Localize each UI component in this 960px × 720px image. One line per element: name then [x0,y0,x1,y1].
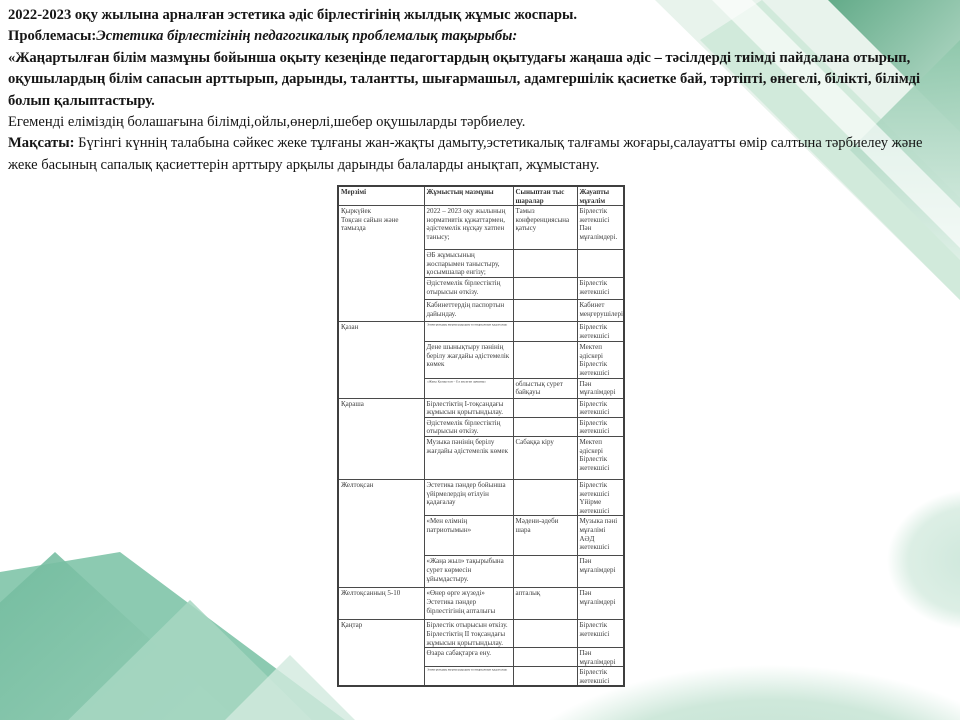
cell-month-september [338,206,424,322]
col-header-responsible: Жауапты мұғалім [577,186,624,206]
cell-event [513,300,577,322]
cell-responsible: Кабинет меңгерушілері [577,300,624,322]
cell-month-december [338,479,424,587]
cell-month-december-5-10 [338,588,424,620]
cell-event [513,322,577,342]
cell-event [513,479,577,515]
cell-content: Бірлестіктің I-тоқсандағы жұмысын қорытындылау. [424,398,513,417]
cell-event [513,250,577,278]
month-name: Желтоқсанның 5-10 [341,589,401,598]
tiny-note: «Жаңа Қазақстан – Ел аңсаған арманы» [426,379,486,384]
cell-content: «Мен елімнің патриотымын» [424,516,513,556]
cell-responsible: Музыка пәні мұғалімі АӘД жетекшісі [577,516,624,556]
table-row [338,588,624,620]
cell-responsible: Пән мұғалімдері [577,588,624,620]
cell-event [513,342,577,378]
table-row [338,206,624,250]
cell-responsible: Пән мұғалімдері [577,378,624,398]
cell-event [513,398,577,417]
cell-responsible: Бірлестік жетекшісі [577,417,624,436]
cell-event: Мәдени-әдеби шара [513,516,577,556]
plan-table [337,185,625,687]
cell-content: «Жаңа жыл» тақырыбына сурет көрмесін ұйымдастыру. [424,556,513,588]
cell-month-october [338,322,424,398]
cell-content: Әдістемелік бірлестіктің отырысын өткізу. [424,278,513,300]
cell-event: облыстық сурет байқауы [513,378,577,398]
cell-responsible: Бірлестік жетекшісі [577,667,624,687]
cell-responsible: Бірлестік жетекшісі [577,398,624,417]
cell-content: ӘБ жұмысының жоспарымен таныстыру, қосымшалар енгізу; [424,250,513,278]
cell-content: Өзара сабақтарға ену. [424,648,513,667]
cell-month-november [338,398,424,479]
cell-responsible: Бірлестік жетекшісі [577,620,624,648]
paragraph-sovereign-country: Егеменді еліміздің болашағына білімді,ойлы,өнерлі,шебер оқушыларды тәрбиелеу. [8,114,526,131]
cell-responsible: Мектеп әдіскері Бірлестік жетекшісі [577,436,624,479]
cell-content: «Өнер өрге жүзеді» Эстетика пәндер бірлестігінің апталығы [424,588,513,620]
col-header-extracurricular: Сыныптан тыс шаралар [513,186,577,206]
goal-text: Бүгінгі күннің талабына сәйкес жеке тұлғаны жан-жақты дамыту,эстетикалық талғамы жоғары,салауатты өмір салтына тәрбиелеу және жеке басының сапалық қасиеттерін арттыру арқылы дарынды балаларды анықтап, жұмыстану. [8,135,923,173]
tiny-note: Электрондық журналдардың толтырылуын қадағалау; [426,668,507,672]
problem-text: Эстетика бірлестігінің педагогикалық проблемалық тақырыбы: [96,28,518,45]
cell-responsible: Пән мұғалімдері [577,556,624,588]
table-row [338,620,624,648]
problem-label: Проблемасы: [8,28,97,45]
cell-content: Эстетика пәндер бойынша үйірмелердің өтілуін қадағалау [424,479,513,515]
month-note: Тоқсан сайын және тамызда [341,215,399,233]
cell-content: 2022 – 2023 оқу жылының нормативтік құжаттармен, әдістемелік нұсқау хатпен танысу; [424,206,513,250]
cell-event: апталық [513,588,577,620]
month-name: Қараша [341,399,364,408]
cell-content: Дене шынықтыру пәнінің берілу жағдайы әдістемелік көмек [424,342,513,378]
cell-responsible: Бірлестік жетекшісі [577,278,624,300]
cell-month-january [338,620,424,687]
cell-content: Бірлестік отырысын өткізу. Бірлестіктің II тоқсандағы жұмысын қорытындылау. [424,620,513,648]
problem-line [8,26,954,47]
cell-content: Кабинеттердің паспортын дайындау. [424,300,513,322]
cell-responsible: Бірлестік жетекшісі Пән мұғалімдері. [577,206,624,250]
cell-content [424,667,513,687]
cell-event: Сабаққа кіру [513,436,577,479]
cell-responsible: Бірлестік жетекшісі Үйірме жетекшісі [577,479,624,515]
cell-event: Тамыз конференциясына қатысу [513,206,577,250]
plan-title: 2022-2023 оқу жылына арналған эстетика әдіс бірлестігінің жылдық жұмыс жоспары. [8,7,578,23]
month-name: Қыркүйек [341,207,372,216]
tiny-note: Электрондық журналдардың толтырылуын қадағалау; [426,323,507,327]
heading-block [8,5,954,176]
cell-event [513,620,577,648]
paragraph-renewed-content: «Жаңартылған білім мазмұны бойынша оқыту кезеңінде педагогтардың оқытудағы жаңаша әдіс – тәсілдерді тиімді пайдалана отырып, оқушылардың білім сапасын арттырып, дарынды, талантты, шығармашыл, адамгершілік қасиетке бай, тәртіпті, өнегелі, білікті, білімді болып қалыптастыру. [8,49,921,109]
col-header-term: Мерзімі [338,186,424,206]
table-row [338,322,624,342]
table-row [338,398,624,417]
cell-content [424,378,513,398]
goal-label: Мақсаты: [8,135,75,152]
table-row [338,479,624,515]
cell-event [513,648,577,667]
cell-responsible [577,250,624,278]
month-name: Желтоқсан [341,480,374,489]
goal-line [8,133,954,176]
cell-responsible: Пән мұғалімдері [577,648,624,667]
cell-event [513,667,577,687]
month-name: Қаңтар [341,621,363,630]
cell-content: Әдістемелік бірлестіктің отырысын өткізу. [424,417,513,436]
table-header-row [338,186,624,206]
month-name: Қазан [341,323,359,332]
col-header-content: Жұмыстың мазмұны [424,186,513,206]
cell-responsible: Мектеп әдіскері Бірлестік жетекшісі [577,342,624,378]
cell-event [513,556,577,588]
cell-event [513,417,577,436]
cell-event [513,278,577,300]
cell-content: Музыка пәнінің берілу жағдайы әдістемелік көмек [424,436,513,479]
cell-content [424,322,513,342]
cell-responsible: Бірлестік жетекшісі [577,322,624,342]
